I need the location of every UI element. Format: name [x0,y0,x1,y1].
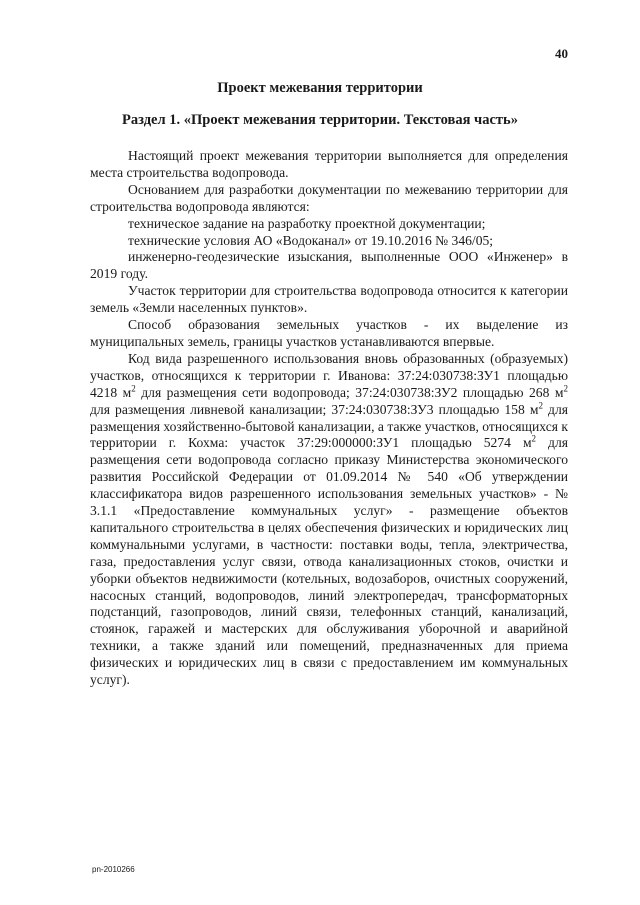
paragraph-formation-method: Способ образования земельных участков - их выделение из муниципальных земель, границы участков устанавливаются впервые. [90,317,568,349]
page-number: 40 [555,46,568,61]
basis-item-1: техническое задание на разработку проектной документации; [128,215,486,231]
permitted-use-text-a: Код вида разрешенного использования вновь образованных (образуемых) участков, относящихся к территории г. Иванова: 37:24:030738:ЗУ1 площадью 4218 м [90,350,568,400]
basis-item-3: инженерно-геодезические изыскания, выполненные ООО «Инженер» в 2019 году. [90,249,568,282]
permitted-use-text-e: для размещения сети водопровода согласно приказу Министерства экономического развития Российской Федерации от 01.09.2014 № 540 «Об утверждении классификатора видов разрешенного использования земельных участков» - № 3.1.1 «Предоставление коммунальных услуг» - размещение объектов капитального строительства в целях обеспечения физических и юридических лиц коммунальными услугами, в частности: поставки воды, тепла, электричества, газа, предоставления услуг связи, отвода канализационных стоков, очистки и уборки объектов недвижимости (котельных, водозаборов, очистных сооружений, насосных станций, водопроводов, линий электропередач, трансформаторных подстанций, газопроводов, линий связи, телефонных станций, канализаций, стоянок, гаражей и мастерских для обслуживания уборочной и аварийной техники, а также зданий или помещений, предназначенных для приема физических и юридических лиц в связи с предоставлением им коммунальных услуг). [90,435,568,688]
permitted-use-text-b: для размещения сети водопровода; 37:24:030738:ЗУ2 площадью 268 м [135,384,564,400]
section-title: Раздел 1. «Проект межевания территории. Текстовая часть» [122,112,518,128]
paragraph-purpose: Настоящий проект межевания территории выполняется для определения места строительства водопровода. [90,148,568,180]
footer-code: pn-2010266 [92,865,135,874]
superscript-2: 2 [531,433,537,444]
basis-item-2: технические условия АО «Водоканал» от 19.10.2016 № 346/05; [128,232,494,248]
paragraph-land-category: Участок территории для строительства водопровода относится к категории земель «Земли населенных пунктов». [90,283,568,316]
permitted-use-text-d: для размещения хозяйственно-бытовой канализации, а также участков, относящихся к территории г. Кохма: участок 37:29:000000:ЗУ1 площадью 5274 м [90,401,568,451]
document-body [90,148,568,689]
document-title: Проект межевания территории [217,80,423,96]
permitted-use-text-c: для размещения ливневой канализации; 37:24:030738:ЗУ3 площадью 158 м [90,401,539,417]
superscript-2: 2 [563,383,568,394]
paragraph-basis: Основанием для разработки документации по межеванию территории для строительства водопровода являются: [90,181,568,214]
superscript-2: 2 [131,383,136,394]
paragraph-permitted-use [90,351,568,689]
superscript-2: 2 [538,400,543,411]
